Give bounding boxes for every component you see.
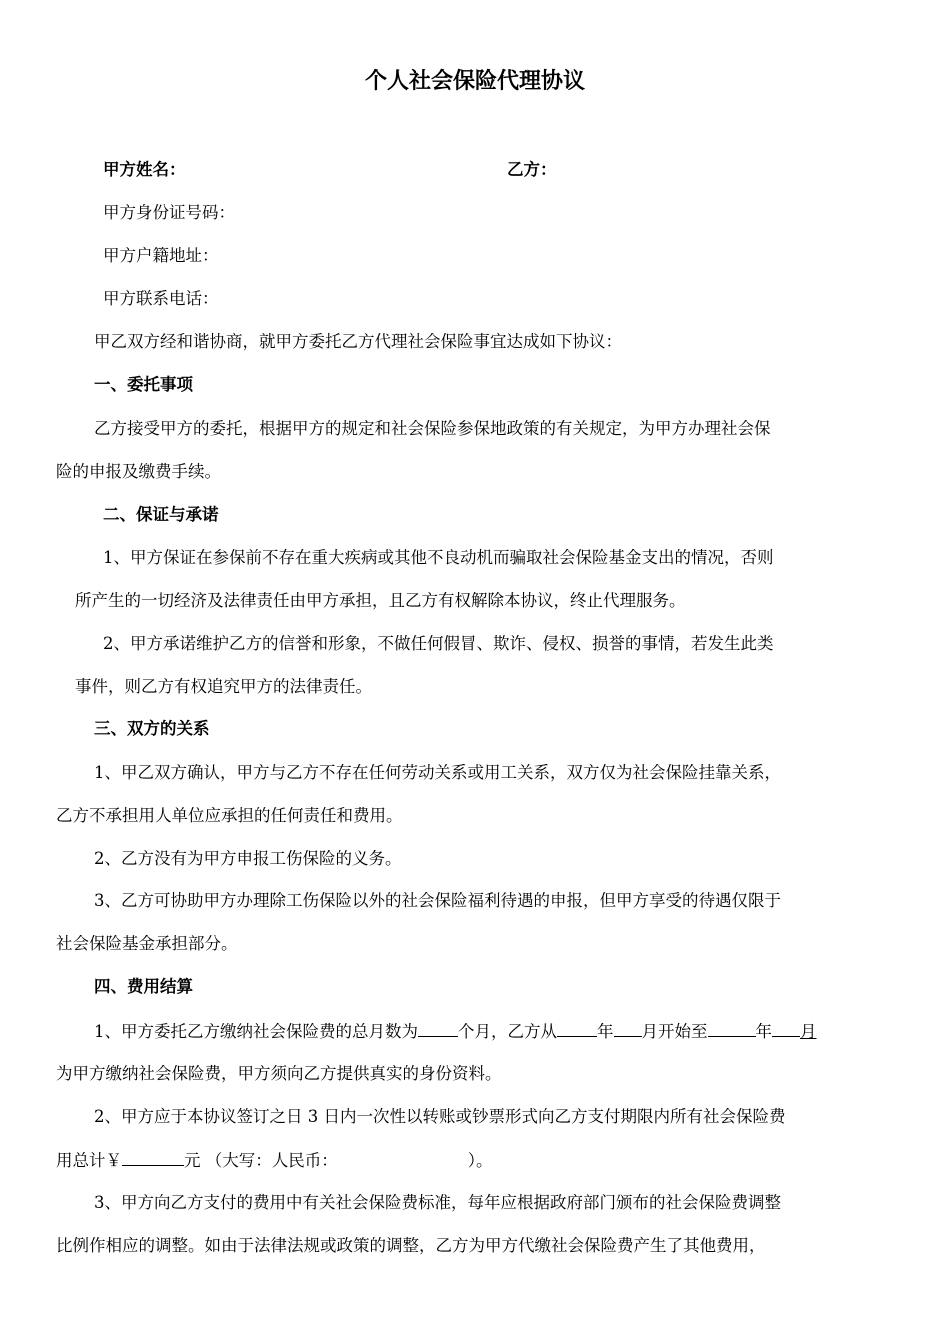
fee-text: 个月，乙方从 xyxy=(458,1022,557,1041)
party-a-id-label: 甲方身份证号码： xyxy=(103,203,235,222)
section-3-heading: 三、双方的关系 xyxy=(94,719,210,738)
section-1-heading: 一、委托事项 xyxy=(94,375,193,394)
start-month-blank[interactable] xyxy=(614,1020,642,1037)
section-4-item-2-line: 2、甲方应于本协议签订之日 3 日内一次性以转账或钞票形式向乙方支付期限内所有社会保险费 xyxy=(94,1107,786,1126)
document-title: 个人社会保险代理协议 xyxy=(364,69,585,94)
section-4-item-1-line xyxy=(94,1020,817,1043)
section-4-item-3-line: 3、甲方向乙方支付的费用中有关社会保险费标准，每年应根据政府部门颁布的社会保险费调整 xyxy=(94,1193,781,1212)
section-4-item-2-line xyxy=(56,1149,493,1172)
section-2-heading: 二、保证与承诺 xyxy=(103,505,219,524)
fee-text: 1、甲方委托乙方缴纳社会保险费的总月数为 xyxy=(94,1022,418,1041)
fee-text: 元 （大写：人民币： xyxy=(184,1151,338,1170)
fee-text: ）。 xyxy=(467,1151,493,1170)
section-2-item-2-line: 2、甲方承诺维护乙方的信誉和形象，不做任何假冒、欺诈、侵权、损誉的事情，若发生此类 xyxy=(103,634,774,653)
fee-text: 用总计￥ xyxy=(56,1151,122,1170)
section-4-item-1-line: 为甲方缴纳社会保险费，甲方须向乙方提供真实的身份资料。 xyxy=(56,1064,502,1083)
fee-text: 月 xyxy=(800,1022,817,1041)
section-2-item-2-line: 事件，则乙方有权追究甲方的法律责任。 xyxy=(75,677,372,696)
party-a-name-label: 甲方姓名： xyxy=(103,160,186,179)
section-1-paragraph-line: 险的申报及缴费手续。 xyxy=(56,462,221,481)
intro-paragraph: 甲乙双方经和谐协商，就甲方委托乙方代理社会保险事宜达成如下协议： xyxy=(94,332,622,351)
section-1-paragraph-line: 乙方接受甲方的委托，根据甲方的规定和社会保险参保地政策的有关规定，为甲方办理社会保 xyxy=(94,419,771,438)
section-2-item-1-line: 1、甲方保证在参保前不存在重大疾病或其他不良动机而骗取社会保险基金支出的情况，否则 xyxy=(103,548,774,567)
section-4-heading: 四、费用结算 xyxy=(94,977,193,996)
section-2-item-1-line: 所产生的一切经济及法律责任由甲方承担，且乙方有权解除本协议，终止代理服务。 xyxy=(75,591,686,610)
section-3-item-1-line: 1、甲乙双方确认，甲方与乙方不存在任何劳动关系或用工关系，双方仅为社会保险挂靠关系， xyxy=(94,763,781,782)
section-3-item-1-line: 乙方不承担用人单位应承担的任何责任和费用。 xyxy=(56,806,403,825)
section-3-item-3-line: 3、乙方可协助甲方办理除工伤保险以外的社会保险福利待遇的申报，但甲方享受的待遇仅限于 xyxy=(94,891,781,910)
total-months-blank[interactable] xyxy=(418,1020,458,1037)
party-b-label: 乙方： xyxy=(507,160,557,179)
fee-text: 年 xyxy=(597,1022,614,1041)
fee-text: 月开始至 xyxy=(641,1022,708,1041)
end-year-blank[interactable] xyxy=(708,1020,756,1037)
party-a-phone-label: 甲方联系电话： xyxy=(103,289,219,308)
end-month-blank[interactable] xyxy=(772,1020,800,1037)
section-3-item-2-line: 2、乙方没有为甲方申报工伤保险的义务。 xyxy=(94,849,402,868)
section-4-item-3-line: 比例作相应的调整。如由于法律法规或政策的调整，乙方为甲方代缴社会保险费产生了其他费用， xyxy=(56,1236,766,1255)
party-a-address-label: 甲方户籍地址： xyxy=(103,246,219,265)
section-3-item-3-line: 社会保险基金承担部分。 xyxy=(56,934,238,953)
start-year-blank[interactable] xyxy=(557,1020,597,1037)
fee-text: 年 xyxy=(755,1022,772,1041)
total-amount-blank[interactable] xyxy=(122,1149,184,1166)
